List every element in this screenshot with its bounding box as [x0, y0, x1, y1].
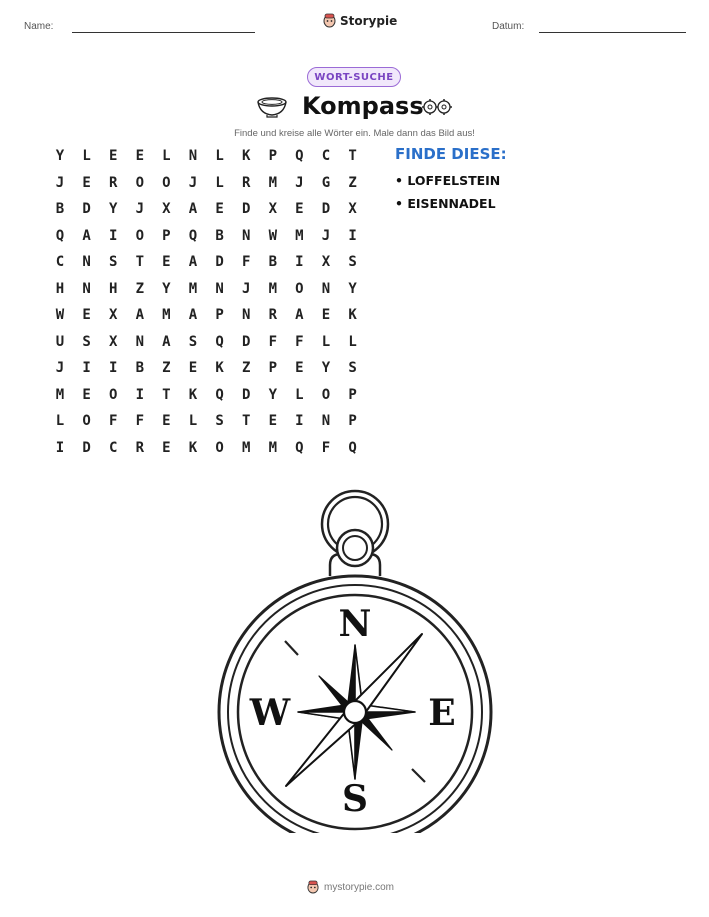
grid-letter[interactable]: I [82, 360, 91, 376]
grid-letter[interactable]: C [321, 148, 331, 164]
grid-letter[interactable]: B [215, 227, 224, 244]
grid-letter[interactable]: L [82, 148, 91, 164]
compass-north-label: N [338, 603, 372, 645]
grid-letter[interactable]: A [295, 307, 304, 323]
grid-letter[interactable]: L [321, 333, 331, 350]
grid-letter[interactable]: T [135, 254, 145, 270]
grid-letter[interactable]: B [135, 360, 145, 376]
brand-name: Storypie [340, 13, 398, 28]
grid-letter[interactable]: X [162, 201, 171, 217]
grid-letter[interactable]: Y [55, 148, 65, 164]
grid-letter[interactable]: M [268, 174, 278, 191]
grid-letter[interactable]: F [241, 254, 251, 270]
grid-letter[interactable]: M [241, 439, 251, 456]
grid-letter[interactable]: P [348, 386, 357, 403]
gears-icon [421, 98, 453, 116]
grid-letter[interactable]: F [108, 413, 118, 429]
grid-letter[interactable]: M [268, 439, 278, 456]
grid-letter[interactable]: E [135, 148, 145, 164]
grid-letter[interactable]: S [82, 333, 91, 350]
footer-url: mystorypie.com [324, 881, 395, 893]
grid-letter[interactable]: F [295, 333, 304, 350]
grid-letter[interactable]: Q [215, 386, 224, 403]
word-search-badge: WORT-SUCHE [307, 67, 401, 87]
grid-letter[interactable]: B [55, 201, 65, 217]
grid-letter[interactable]: R [135, 439, 145, 456]
grid-letter[interactable]: I [108, 360, 118, 376]
grid-letter[interactable]: Y [348, 280, 357, 297]
grid-letter[interactable]: O [162, 174, 171, 191]
grid-letter[interactable]: I [55, 439, 65, 456]
grid-letter[interactable]: L [295, 386, 304, 403]
grid-letter[interactable]: I [135, 386, 145, 403]
grid-letter[interactable]: X [321, 254, 331, 270]
grid-letter[interactable]: L [188, 413, 198, 429]
grid-letter[interactable]: K [241, 148, 251, 164]
grid-letter[interactable]: S [348, 360, 357, 376]
grid-letter[interactable]: M [268, 280, 278, 297]
grid-letter[interactable]: P [268, 360, 278, 376]
grid-letter[interactable]: J [295, 174, 304, 191]
grid-letter[interactable]: A [188, 201, 198, 217]
grid-letter[interactable]: S [108, 254, 118, 270]
grid-letter[interactable]: N [215, 280, 224, 297]
grid-letter[interactable]: E [295, 201, 304, 217]
grid-letter[interactable]: I [348, 227, 357, 244]
grid-letter[interactable]: A [135, 307, 145, 323]
grid-letter[interactable]: Q [348, 439, 357, 456]
grid-letter[interactable]: L [55, 413, 65, 429]
grid-letter[interactable]: E [162, 439, 171, 456]
grid-letter[interactable]: J [188, 174, 198, 191]
grid-letter[interactable]: H [108, 280, 118, 297]
grid-letter[interactable]: Q [188, 227, 198, 244]
brand-logo [323, 13, 397, 28]
grid-letter[interactable]: D [321, 201, 331, 217]
grid-letter[interactable]: P [348, 413, 357, 429]
grid-letter[interactable]: G [321, 174, 331, 191]
grid-letter[interactable]: E [82, 386, 91, 403]
grid-letter[interactable]: N [82, 280, 91, 297]
grid-letter[interactable]: A [188, 307, 198, 323]
grid-letter[interactable]: C [108, 439, 118, 456]
bowl-icon [256, 95, 288, 119]
storypie-mascot-icon [307, 880, 319, 894]
instructions: Finde und kreise alle Wörter ein. Male dann das Bild aus! [234, 128, 475, 139]
grid-letter[interactable]: I [295, 413, 304, 429]
grid-letter[interactable]: N [82, 254, 91, 270]
grid-letter[interactable]: P [268, 148, 278, 164]
grid-letter[interactable]: J [55, 360, 65, 376]
grid-letter[interactable]: B [268, 254, 278, 270]
grid-letter[interactable]: Q [295, 439, 304, 456]
grid-letter[interactable]: K [188, 386, 198, 403]
grid-letter[interactable]: Z [348, 174, 357, 191]
grid-letter[interactable]: Z [162, 360, 171, 376]
grid-letter[interactable]: E [321, 307, 331, 323]
grid-letter[interactable]: C [55, 254, 65, 270]
grid-letter[interactable]: E [162, 254, 171, 270]
grid-letter[interactable]: Q [215, 333, 224, 350]
grid-letter[interactable]: T [348, 148, 357, 164]
grid-letter[interactable]: D [241, 333, 251, 350]
grid-letter[interactable]: N [321, 413, 331, 429]
grid-letter[interactable]: N [135, 333, 145, 350]
date-label: Datum: [492, 21, 525, 32]
grid-letter[interactable]: D [82, 439, 91, 456]
grid-letter[interactable]: Q [55, 227, 65, 244]
grid-letter[interactable]: S [348, 254, 357, 270]
grid-letter[interactable]: O [321, 386, 331, 403]
grid-letter[interactable]: Y [321, 360, 331, 376]
grid-letter[interactable]: L [162, 148, 171, 164]
grid-letter[interactable]: L [215, 174, 224, 191]
grid-letter[interactable]: A [188, 254, 198, 270]
grid-letter[interactable]: Z [135, 280, 145, 297]
grid-letter[interactable]: J [135, 201, 145, 217]
grid-letter[interactable]: W [268, 227, 278, 244]
grid-letter[interactable]: P [215, 307, 224, 323]
name-line [72, 32, 255, 33]
grid-letter[interactable]: F [321, 439, 331, 456]
grid-letter[interactable]: E [162, 413, 171, 429]
title-row [250, 92, 460, 124]
grid-letter[interactable]: O [135, 227, 145, 244]
name-label: Name: [24, 21, 54, 32]
grid-letter[interactable]: D [241, 386, 251, 403]
grid-letter[interactable]: D [82, 201, 91, 217]
grid-letter[interactable]: I [295, 254, 304, 270]
grid-letter[interactable]: R [241, 174, 251, 191]
grid-letter[interactable]: M [295, 227, 304, 244]
grid-letter[interactable]: S [215, 413, 224, 429]
grid-letter[interactable]: M [55, 386, 65, 403]
grid-letter[interactable]: Q [295, 148, 304, 164]
grid-letter[interactable]: D [241, 201, 251, 217]
find-these-heading: FINDE DIESE: [395, 145, 507, 163]
compass-illustration [210, 488, 500, 833]
grid-letter[interactable]: Z [241, 360, 251, 376]
footer [307, 880, 394, 894]
grid-letter[interactable]: M [162, 307, 171, 323]
grid-letter[interactable]: O [215, 439, 224, 456]
grid-letter[interactable]: J [321, 227, 331, 244]
grid-letter[interactable]: D [215, 254, 224, 270]
grid-letter[interactable]: F [268, 333, 278, 350]
grid-letter[interactable]: Y [162, 280, 171, 297]
date-line [539, 32, 686, 33]
grid-letter[interactable]: I [108, 227, 118, 244]
page-title: Kompass [302, 92, 424, 120]
grid-letter[interactable]: W [55, 307, 65, 323]
grid-letter[interactable]: O [295, 280, 304, 297]
grid-letter[interactable]: O [82, 413, 91, 429]
grid-letter[interactable]: N [241, 307, 251, 323]
grid-letter[interactable]: E [215, 201, 224, 217]
grid-letter[interactable]: K [188, 439, 198, 456]
grid-letter[interactable]: X [348, 201, 357, 217]
grid-letter[interactable]: R [108, 174, 118, 191]
grid-letter[interactable]: M [188, 280, 198, 297]
grid-letter[interactable]: E [82, 307, 91, 323]
grid-letter[interactable]: R [268, 307, 278, 323]
grid-letter[interactable]: L [348, 333, 357, 350]
grid-letter[interactable]: Y [268, 386, 278, 403]
storypie-mascot-icon [323, 13, 336, 28]
grid-letter[interactable]: Y [108, 201, 118, 217]
grid-letter[interactable]: K [215, 360, 224, 376]
grid-letter[interactable]: O [135, 174, 145, 191]
grid-letter[interactable]: X [108, 333, 118, 350]
word-item: • LOFFELSTEIN [395, 173, 501, 188]
grid-letter[interactable]: A [82, 227, 91, 244]
compass-east-label: E [428, 692, 456, 734]
grid-letter[interactable]: J [241, 280, 251, 297]
grid-letter[interactable]: E [268, 413, 278, 429]
compass-west-label: W [249, 692, 291, 734]
grid-letter[interactable]: L [215, 148, 224, 164]
grid-letter[interactable]: T [162, 386, 171, 403]
grid-letter[interactable]: N [188, 148, 198, 164]
grid-letter[interactable]: U [55, 333, 65, 350]
grid-letter[interactable]: X [108, 307, 118, 323]
grid-letter[interactable]: E [295, 360, 304, 376]
grid-letter[interactable]: F [135, 413, 145, 429]
grid-letter[interactable]: X [268, 201, 278, 217]
grid-letter[interactable]: E [188, 360, 198, 376]
grid-letter[interactable]: T [241, 413, 251, 429]
grid-letter[interactable]: K [348, 307, 357, 323]
grid-letter[interactable]: N [321, 280, 331, 297]
grid-letter[interactable]: E [82, 174, 91, 191]
grid-letter[interactable]: J [55, 174, 65, 191]
grid-letter[interactable]: P [162, 227, 171, 244]
grid-letter[interactable]: S [188, 333, 198, 350]
grid-letter[interactable]: E [108, 148, 118, 164]
compass-south-label: S [342, 778, 368, 820]
grid-letter[interactable]: O [108, 386, 118, 403]
grid-letter[interactable]: N [241, 227, 251, 244]
grid-letter[interactable]: H [55, 280, 65, 297]
grid-letter[interactable]: A [162, 333, 171, 350]
word-item: • EISENNADEL [395, 196, 496, 211]
